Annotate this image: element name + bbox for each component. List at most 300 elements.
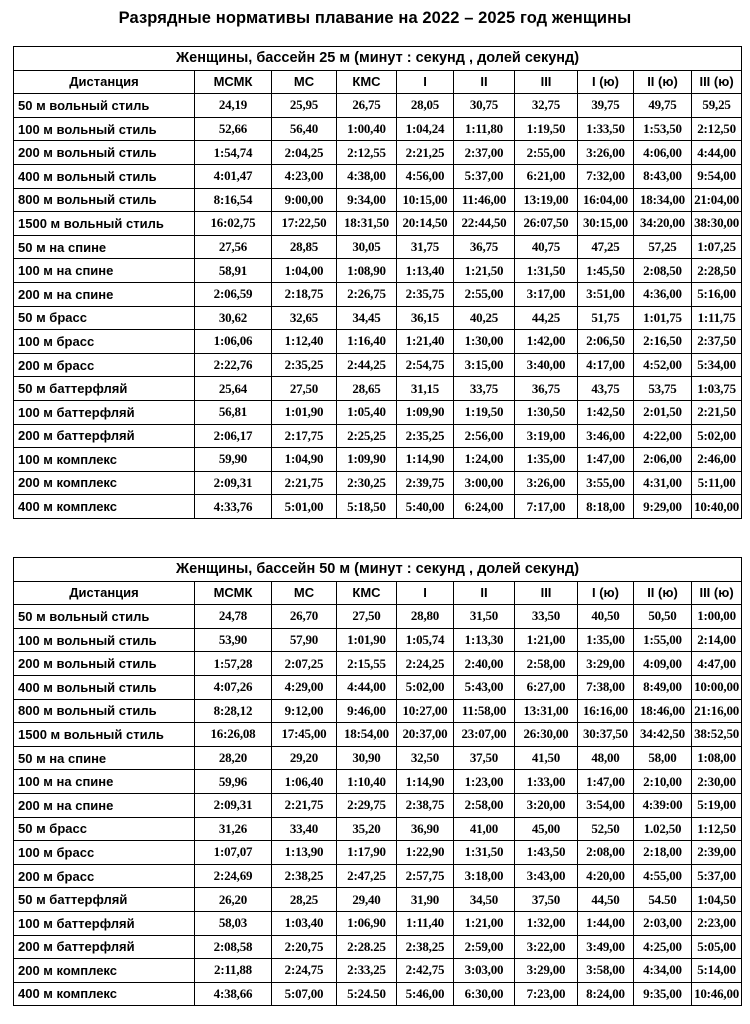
table-row (14, 212, 742, 236)
norm-time-cell: 1:05,40 (337, 400, 397, 424)
distance-cell: 50 м брасс (14, 817, 195, 841)
norm-time-cell: 1:00,00 (692, 605, 742, 629)
norm-time-cell: 2:21,75 (272, 471, 337, 495)
norm-time-cell: 1:33,50 (578, 117, 634, 141)
norm-time-cell: 1:21,00 (515, 628, 578, 652)
table-row (14, 259, 742, 283)
norm-time-cell: 2:35,25 (272, 353, 337, 377)
norm-time-cell: 49,75 (634, 94, 692, 118)
table-row (14, 400, 742, 424)
norm-time-cell: 1:55,00 (634, 628, 692, 652)
norm-time-cell: 3:51,00 (578, 282, 634, 306)
norm-time-cell: 26,20 (195, 888, 272, 912)
distance-cell: 200 м брасс (14, 353, 195, 377)
norm-time-cell: 37,50 (454, 746, 515, 770)
norm-time-cell: 1:10,40 (337, 770, 397, 794)
distance-cell: 100 м баттерфляй (14, 400, 195, 424)
table-caption: Женщины, бассейн 50 м (минут : секунд , долей секунд) (14, 558, 742, 582)
norm-time-cell: 2:18,00 (634, 841, 692, 865)
norm-time-cell: 8:18,00 (578, 495, 634, 519)
norm-time-cell: 2:22,76 (195, 353, 272, 377)
norm-time-cell: 5:43,00 (454, 675, 515, 699)
distance-cell: 100 м вольный стиль (14, 117, 195, 141)
norm-time-cell: 2:26,75 (337, 282, 397, 306)
norm-time-cell: 1:19,50 (515, 117, 578, 141)
norm-time-cell: 3:49,00 (578, 935, 634, 959)
norm-time-cell: 2:44,25 (337, 353, 397, 377)
norm-time-cell: 33,50 (515, 605, 578, 629)
norm-time-cell: 1:13,30 (454, 628, 515, 652)
norm-time-cell: 1:04,90 (272, 448, 337, 472)
norm-time-cell: 28,20 (195, 746, 272, 770)
table-caption-row (14, 558, 742, 582)
table-row (14, 330, 742, 354)
norm-time-cell: 3:29,00 (578, 652, 634, 676)
norm-time-cell: 1:24,00 (454, 448, 515, 472)
norm-time-cell: 4:06,00 (634, 141, 692, 165)
norm-time-cell: 17:22,50 (272, 212, 337, 236)
distance-cell: 800 м вольный стиль (14, 188, 195, 212)
table-row (14, 188, 742, 212)
norm-time-cell: 31,75 (397, 235, 454, 259)
distance-cell: 100 м баттерфляй (14, 911, 195, 935)
norm-time-cell: 30,05 (337, 235, 397, 259)
norm-time-cell: 40,25 (454, 306, 515, 330)
norm-time-cell: 2:07,25 (272, 652, 337, 676)
table-row (14, 377, 742, 401)
norm-time-cell: 1:42,50 (578, 400, 634, 424)
norm-time-cell: 5:01,00 (272, 495, 337, 519)
norm-time-cell: 9:46,00 (337, 699, 397, 723)
norm-time-cell: 6:21,00 (515, 164, 578, 188)
norm-time-cell: 3:26,00 (578, 141, 634, 165)
norm-time-cell: 2:24,25 (397, 652, 454, 676)
norm-time-cell: 54.50 (634, 888, 692, 912)
norm-time-cell: 2:37,50 (692, 330, 742, 354)
table-row (14, 282, 742, 306)
norm-time-cell: 2:14,00 (692, 628, 742, 652)
distance-cell: 50 м на спине (14, 235, 195, 259)
column-header: II (ю) (634, 581, 692, 605)
column-header: МС (272, 70, 337, 94)
norm-time-cell: 10:46,00 (692, 982, 742, 1006)
norm-time-cell: 3:22,00 (515, 935, 578, 959)
table-row (14, 628, 742, 652)
norm-time-cell: 45,00 (515, 817, 578, 841)
column-header: Дистанция (14, 70, 195, 94)
norm-time-cell: 48,00 (578, 746, 634, 770)
norm-time-cell: 1:06,40 (272, 770, 337, 794)
norm-time-cell: 18:54,00 (337, 723, 397, 747)
table-row (14, 117, 742, 141)
norm-time-cell: 5:11,00 (692, 471, 742, 495)
norm-time-cell: 2:11,88 (195, 959, 272, 983)
norm-time-cell: 2:58,00 (515, 652, 578, 676)
norm-time-cell: 1:01,90 (337, 628, 397, 652)
norm-time-cell: 2:24,75 (272, 959, 337, 983)
distance-cell: 200 м на спине (14, 793, 195, 817)
norm-time-cell: 2:15,55 (337, 652, 397, 676)
distance-cell: 200 м баттерфляй (14, 424, 195, 448)
norm-time-cell: 3:00,00 (454, 471, 515, 495)
norm-time-cell: 34:42,50 (634, 723, 692, 747)
norm-time-cell: 1:35,00 (578, 628, 634, 652)
norm-time-cell: 52,50 (578, 817, 634, 841)
distance-cell: 200 м вольный стиль (14, 652, 195, 676)
distance-cell: 200 м комплекс (14, 959, 195, 983)
norm-time-cell: 57,25 (634, 235, 692, 259)
norm-time-cell: 2:54,75 (397, 353, 454, 377)
table-row (14, 235, 742, 259)
norm-time-cell: 2:23,00 (692, 911, 742, 935)
norm-time-cell: 3:03,00 (454, 959, 515, 983)
norm-time-cell: 1:33,00 (515, 770, 578, 794)
column-header: Дистанция (14, 581, 195, 605)
norm-time-cell: 3:29,00 (515, 959, 578, 983)
table-row (14, 471, 742, 495)
norm-time-cell: 10:15,00 (397, 188, 454, 212)
norm-time-cell: 41,50 (515, 746, 578, 770)
table-header-row (14, 581, 742, 605)
norm-time-cell: 11:46,00 (454, 188, 515, 212)
norm-time-cell: 2:24,69 (195, 864, 272, 888)
norm-time-cell: 3:54,00 (578, 793, 634, 817)
norm-time-cell: 31,90 (397, 888, 454, 912)
distance-cell: 100 м вольный стиль (14, 628, 195, 652)
norm-time-cell: 9:54,00 (692, 164, 742, 188)
column-header: МСМК (195, 70, 272, 94)
norm-time-cell: 2:01,50 (634, 400, 692, 424)
distance-cell: 400 м вольный стиль (14, 675, 195, 699)
norm-time-cell: 26:07,50 (515, 212, 578, 236)
norm-time-cell: 2:06,59 (195, 282, 272, 306)
distance-cell: 50 м баттерфляй (14, 377, 195, 401)
norm-time-cell: 32,75 (515, 94, 578, 118)
table-row (14, 935, 742, 959)
norm-time-cell: 4:25,00 (634, 935, 692, 959)
distance-cell: 800 м вольный стиль (14, 699, 195, 723)
distance-cell: 200 м комплекс (14, 471, 195, 495)
table-row (14, 841, 742, 865)
norm-time-cell: 2:04,25 (272, 141, 337, 165)
distance-cell: 50 м баттерфляй (14, 888, 195, 912)
table-row (14, 424, 742, 448)
norm-time-cell: 2:08,00 (578, 841, 634, 865)
norm-time-cell: 2:25,25 (337, 424, 397, 448)
norm-time-cell: 1:42,00 (515, 330, 578, 354)
norm-time-cell: 5:24.50 (337, 982, 397, 1006)
norm-time-cell: 13:19,00 (515, 188, 578, 212)
norm-time-cell: 7:17,00 (515, 495, 578, 519)
norm-time-cell: 4:33,76 (195, 495, 272, 519)
norm-time-cell: 47,25 (578, 235, 634, 259)
norm-time-cell: 1:00,40 (337, 117, 397, 141)
norm-time-cell: 2:38,25 (397, 935, 454, 959)
norm-time-cell: 7:38,00 (578, 675, 634, 699)
distance-cell: 200 м баттерфляй (14, 935, 195, 959)
norm-time-cell: 43,75 (578, 377, 634, 401)
norm-time-cell: 1:35,00 (515, 448, 578, 472)
norm-time-cell: 24,19 (195, 94, 272, 118)
norm-time-cell: 31,15 (397, 377, 454, 401)
norm-time-cell: 1:11,80 (454, 117, 515, 141)
table-row (14, 605, 742, 629)
norm-time-cell: 2:29,75 (337, 793, 397, 817)
norm-time-cell: 59,25 (692, 94, 742, 118)
norm-time-cell: 1:04,24 (397, 117, 454, 141)
norm-time-cell: 1:13,90 (272, 841, 337, 865)
norm-time-cell: 3:20,00 (515, 793, 578, 817)
norm-time-cell: 1:47,00 (578, 770, 634, 794)
norm-time-cell: 2:59,00 (454, 935, 515, 959)
norm-time-cell: 7:32,00 (578, 164, 634, 188)
norm-time-cell: 4:38,66 (195, 982, 272, 1006)
norm-time-cell: 1:54,74 (195, 141, 272, 165)
norm-time-cell: 6:27,00 (515, 675, 578, 699)
norm-time-cell: 1:30,00 (454, 330, 515, 354)
norm-time-cell: 21:04,00 (692, 188, 742, 212)
table-row (14, 448, 742, 472)
norm-time-cell: 38:30,00 (692, 212, 742, 236)
norm-time-cell: 2:35,75 (397, 282, 454, 306)
norm-time-cell: 1:44,00 (578, 911, 634, 935)
column-header: I (ю) (578, 581, 634, 605)
norm-time-cell: 28,65 (337, 377, 397, 401)
norm-time-cell: 4:44,00 (337, 675, 397, 699)
norm-time-cell: 1:12,50 (692, 817, 742, 841)
table-row (14, 793, 742, 817)
norm-time-cell: 4:47,00 (692, 652, 742, 676)
norm-time-cell: 3:55,00 (578, 471, 634, 495)
norm-time-cell: 20:37,00 (397, 723, 454, 747)
norm-time-cell: 2:42,75 (397, 959, 454, 983)
norm-time-cell: 5:37,00 (454, 164, 515, 188)
norm-time-cell: 32,50 (397, 746, 454, 770)
pool-50m-table (13, 557, 742, 1006)
norm-time-cell: 1:31,50 (515, 259, 578, 283)
column-header: I (397, 581, 454, 605)
norm-time-cell: 4:38,00 (337, 164, 397, 188)
norm-time-cell: 44,50 (578, 888, 634, 912)
norm-time-cell: 4:01,47 (195, 164, 272, 188)
norm-time-cell: 5:02,00 (692, 424, 742, 448)
norm-time-cell: 3:17,00 (515, 282, 578, 306)
column-header: МС (272, 581, 337, 605)
norm-time-cell: 5:05,00 (692, 935, 742, 959)
norm-time-cell: 7:23,00 (515, 982, 578, 1006)
norm-time-cell: 2:38,25 (272, 864, 337, 888)
norm-time-cell: 34,50 (454, 888, 515, 912)
norm-time-cell: 2:21,75 (272, 793, 337, 817)
norm-time-cell: 2:20,75 (272, 935, 337, 959)
column-header: III (ю) (692, 581, 742, 605)
norm-time-cell: 3:58,00 (578, 959, 634, 983)
norm-time-cell: 6:24,00 (454, 495, 515, 519)
norm-time-cell: 10:00,00 (692, 675, 742, 699)
norm-time-cell: 1:43,50 (515, 841, 578, 865)
norm-time-cell: 16:02,75 (195, 212, 272, 236)
norm-time-cell: 1:23,00 (454, 770, 515, 794)
norm-time-cell: 51,75 (578, 306, 634, 330)
norm-time-cell: 2:08,50 (634, 259, 692, 283)
distance-cell: 200 м брасс (14, 864, 195, 888)
column-header: II (454, 70, 515, 94)
norm-time-cell: 36,75 (454, 235, 515, 259)
column-header: III (ю) (692, 70, 742, 94)
norm-time-cell: 22:44,50 (454, 212, 515, 236)
norm-time-cell: 3:26,00 (515, 471, 578, 495)
norm-time-cell: 59,90 (195, 448, 272, 472)
norm-time-cell: 2:30,25 (337, 471, 397, 495)
norm-time-cell: 58,03 (195, 911, 272, 935)
norm-time-cell: 4:31,00 (634, 471, 692, 495)
norm-time-cell: 2:03,00 (634, 911, 692, 935)
norm-time-cell: 36,75 (515, 377, 578, 401)
norm-time-cell: 6:30,00 (454, 982, 515, 1006)
norm-time-cell: 20:14,50 (397, 212, 454, 236)
table-row (14, 495, 742, 519)
distance-cell: 50 м вольный стиль (14, 605, 195, 629)
norm-time-cell: 2:58,00 (454, 793, 515, 817)
column-header: III (515, 581, 578, 605)
norm-time-cell: 1:07,07 (195, 841, 272, 865)
norm-time-cell: 1:04,50 (692, 888, 742, 912)
norm-time-cell: 29,40 (337, 888, 397, 912)
norm-time-cell: 24,78 (195, 605, 272, 629)
norm-time-cell: 18:46,00 (634, 699, 692, 723)
table-row (14, 982, 742, 1006)
table-row (14, 888, 742, 912)
norm-time-cell: 1:04,00 (272, 259, 337, 283)
norm-time-cell: 2:12,50 (692, 117, 742, 141)
norm-time-cell: 8:16,54 (195, 188, 272, 212)
norm-time-cell: 4:36,00 (634, 282, 692, 306)
norm-time-cell: 30:15,00 (578, 212, 634, 236)
norm-time-cell: 1:01,90 (272, 400, 337, 424)
norm-time-cell: 1:11,40 (397, 911, 454, 935)
distance-cell: 100 м комплекс (14, 448, 195, 472)
table-row (14, 817, 742, 841)
distance-cell: 100 м брасс (14, 841, 195, 865)
norm-time-cell: 34,45 (337, 306, 397, 330)
norm-time-cell: 26:30,00 (515, 723, 578, 747)
norm-time-cell: 26,75 (337, 94, 397, 118)
norm-time-cell: 2:12,55 (337, 141, 397, 165)
norm-time-cell: 40,50 (578, 605, 634, 629)
norm-time-cell: 11:58,00 (454, 699, 515, 723)
norm-time-cell: 1:21,00 (454, 911, 515, 935)
norm-time-cell: 53,90 (195, 628, 272, 652)
norm-time-cell: 5:14,00 (692, 959, 742, 983)
distance-cell: 100 м на спине (14, 770, 195, 794)
column-header: I (397, 70, 454, 94)
norm-time-cell: 9:34,00 (337, 188, 397, 212)
norm-time-cell: 4:09,00 (634, 652, 692, 676)
column-header: II (454, 581, 515, 605)
norm-time-cell: 2:40,00 (454, 652, 515, 676)
norm-time-cell: 1:07,25 (692, 235, 742, 259)
norm-time-cell: 1:14,90 (397, 448, 454, 472)
norm-time-cell: 18:34,00 (634, 188, 692, 212)
norm-time-cell: 1:03,40 (272, 911, 337, 935)
norm-time-cell: 2:38,75 (397, 793, 454, 817)
norm-time-cell: 1:01,75 (634, 306, 692, 330)
norm-time-cell: 1:30,50 (515, 400, 578, 424)
table-row (14, 652, 742, 676)
table-row (14, 723, 742, 747)
table-caption: Женщины, бассейн 25 м (минут : секунд , долей секунд) (14, 47, 742, 71)
table-row (14, 306, 742, 330)
norm-time-cell: 30:37,50 (578, 723, 634, 747)
norm-time-cell: 1:12,40 (272, 330, 337, 354)
norm-time-cell: 28,05 (397, 94, 454, 118)
distance-cell: 400 м комплекс (14, 495, 195, 519)
norm-time-cell: 1:13,40 (397, 259, 454, 283)
norm-time-cell: 1:57,28 (195, 652, 272, 676)
norm-time-cell: 2:55,00 (515, 141, 578, 165)
distance-cell: 100 м брасс (14, 330, 195, 354)
norm-time-cell: 3:15,00 (454, 353, 515, 377)
norm-time-cell: 1:21,40 (397, 330, 454, 354)
distance-cell: 50 м вольный стиль (14, 94, 195, 118)
distance-cell: 400 м комплекс (14, 982, 195, 1006)
norm-time-cell: 23:07,00 (454, 723, 515, 747)
norm-time-cell: 2:39,00 (692, 841, 742, 865)
norm-time-cell: 28,25 (272, 888, 337, 912)
norm-time-cell: 40,75 (515, 235, 578, 259)
norm-time-cell: 5:19,00 (692, 793, 742, 817)
table-row (14, 353, 742, 377)
norm-time-cell: 1:09,90 (397, 400, 454, 424)
norm-time-cell: 1:21,50 (454, 259, 515, 283)
norm-time-cell: 8:49,00 (634, 675, 692, 699)
norm-time-cell: 4:20,00 (578, 864, 634, 888)
norm-time-cell: 8:43,00 (634, 164, 692, 188)
norm-time-cell: 1:45,50 (578, 259, 634, 283)
norm-time-cell: 10:40,00 (692, 495, 742, 519)
norm-time-cell: 2:08,58 (195, 935, 272, 959)
norm-time-cell: 4:23,00 (272, 164, 337, 188)
norm-time-cell: 1:31,50 (454, 841, 515, 865)
norm-time-cell: 25,95 (272, 94, 337, 118)
norm-time-cell: 1:06,06 (195, 330, 272, 354)
norm-time-cell: 58,00 (634, 746, 692, 770)
norm-time-cell: 1:08,90 (337, 259, 397, 283)
norm-time-cell: 2:46,00 (692, 448, 742, 472)
column-header: КМС (337, 70, 397, 94)
norm-time-cell: 16:16,00 (578, 699, 634, 723)
norm-time-cell: 9:29,00 (634, 495, 692, 519)
norm-time-cell: 4:29,00 (272, 675, 337, 699)
norm-time-cell: 2:30,00 (692, 770, 742, 794)
table-caption-row (14, 47, 742, 71)
norm-time-cell: 30,90 (337, 746, 397, 770)
norm-time-cell: 1:19,50 (454, 400, 515, 424)
norm-time-cell: 1:14,90 (397, 770, 454, 794)
distance-cell: 1500 м вольный стиль (14, 723, 195, 747)
norm-time-cell: 9:35,00 (634, 982, 692, 1006)
norm-time-cell: 1:08,00 (692, 746, 742, 770)
norm-time-cell: 56,40 (272, 117, 337, 141)
norm-time-cell: 5:34,00 (692, 353, 742, 377)
distance-cell: 1500 м вольный стиль (14, 212, 195, 236)
norm-time-cell: 1:11,75 (692, 306, 742, 330)
norm-time-cell: 59,96 (195, 770, 272, 794)
norm-time-cell: 4:52,00 (634, 353, 692, 377)
distance-cell: 200 м вольный стиль (14, 141, 195, 165)
norm-time-cell: 1:53,50 (634, 117, 692, 141)
norm-time-cell: 2:28,50 (692, 259, 742, 283)
